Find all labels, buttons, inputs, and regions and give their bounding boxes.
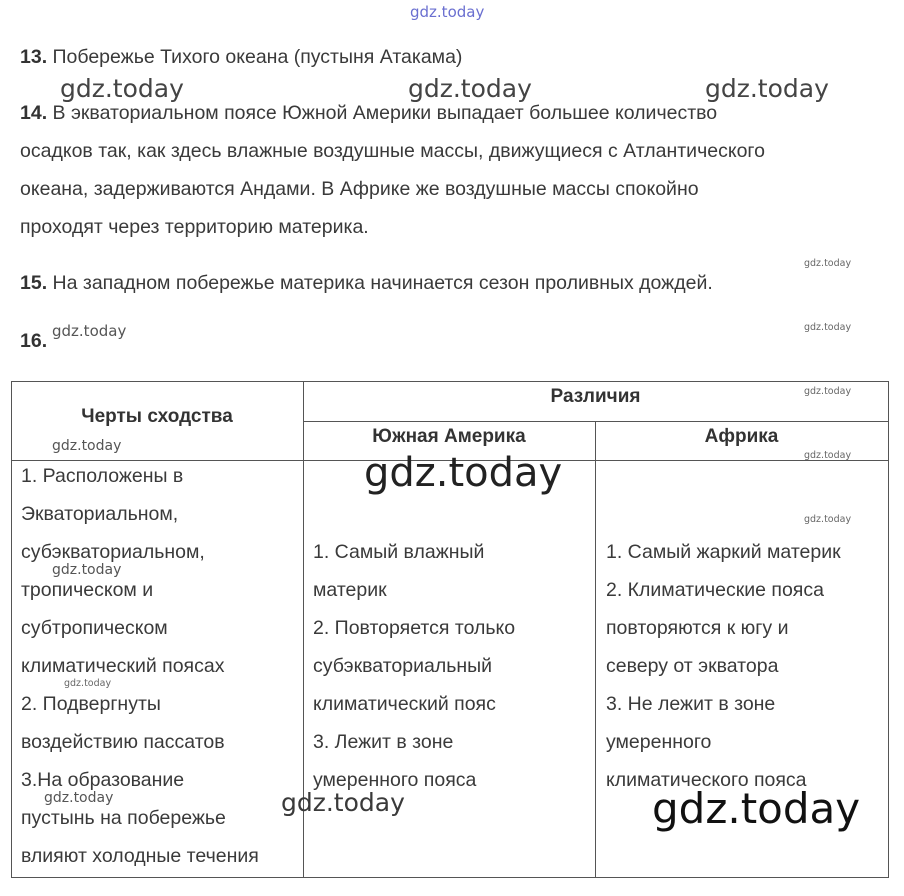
answer-number: 14. [20,102,48,124]
watermark: gdz.today [52,562,122,578]
africa-line: климатического пояса [606,769,807,791]
similarity-line: субэкваториальном, [21,541,205,563]
answer-text: Побережье Тихого океана (пустыня Атакама) [52,46,463,68]
watermark: gdz.today [408,74,532,103]
similarity-line: влияют холодные течения [21,845,259,867]
watermark: gdz.today [52,322,127,340]
answer-15 [20,272,713,295]
watermark: gdz.today [705,74,829,103]
header-similarities: Черты сходства [81,406,233,427]
south-america-line: умеренного пояса [313,769,477,791]
header-south-america: Южная Америка [372,426,526,447]
africa-line: повторяются к югу и [606,617,789,639]
similarity-line: климатический поясах [21,655,225,677]
watermark: gdz.today [804,514,852,525]
similarity-line: 1. Расположены в [21,465,184,487]
watermark: gdz.today [364,450,563,496]
answer-16-number: 16. [20,330,48,352]
similarity-line: 2. Подвергнуты [21,693,161,715]
africa-line: 2. Климатические пояса [606,579,824,601]
answer-text: В экваториальном поясе Южной Америки выпадает большее количество [52,102,718,124]
watermark: gdz.today [804,258,852,269]
answer-14-line-3: океана, задерживаются Андами. В Африке же воздушные массы спокойно [20,178,699,200]
watermark: gdz.today [804,450,852,461]
answer-13 [20,46,462,69]
table-border-right [888,381,889,878]
table-header-divider [303,421,889,422]
answer-number: 13. [20,46,48,68]
similarity-line: воздействию пассатов [21,731,225,753]
watermark: gdz.today [52,438,122,454]
header-differences: Различия [550,386,641,407]
watermark: gdz.today [64,678,112,689]
watermark: gdz.today [281,788,405,817]
watermark: gdz.today [60,74,184,103]
similarity-line: Экваториальном, [21,503,179,525]
answer-number: 15. [20,272,48,294]
south-america-line: 1. Самый влажный [313,541,485,563]
south-america-line: климатический пояс [313,693,496,715]
answer-14-line-1 [20,102,717,125]
answer-text: На западном побережье материка начинается сезон проливных дождей. [52,272,713,294]
africa-line: 1. Самый жаркий материк [606,541,841,563]
watermark: gdz.today [44,790,114,806]
africa-line: умеренного [606,731,712,753]
header-africa: Африка [704,426,779,447]
watermark-top: gdz.today [410,3,485,21]
answer-14-line-2: осадков так, как здесь влажные воздушные массы, движущиеся с Атлантического [20,140,765,162]
similarity-line: тропическом и [21,579,154,601]
similarity-line: пустынь на побережье [21,807,226,829]
south-america-line: материк [313,579,387,601]
africa-line: 3. Не лежит в зоне [606,693,776,715]
watermark: gdz.today [804,386,852,397]
table-border-left [11,381,12,878]
table-border-top [11,381,889,382]
answer-14-line-4: проходят через территорию материка. [20,216,369,238]
africa-line: северу от экватора [606,655,779,677]
table-border-bottom [11,877,889,878]
south-america-line: субэкваториальный [313,655,493,677]
table-col-divider-2 [595,421,596,878]
similarity-line: субтропическом [21,617,168,639]
similarity-line: 3.На образование [21,769,185,791]
south-america-line: 2. Повторяется только [313,617,516,639]
south-america-line: 3. Лежит в зоне [313,731,454,753]
watermark: gdz.today [804,322,852,333]
watermark: gdz.today [652,784,861,833]
